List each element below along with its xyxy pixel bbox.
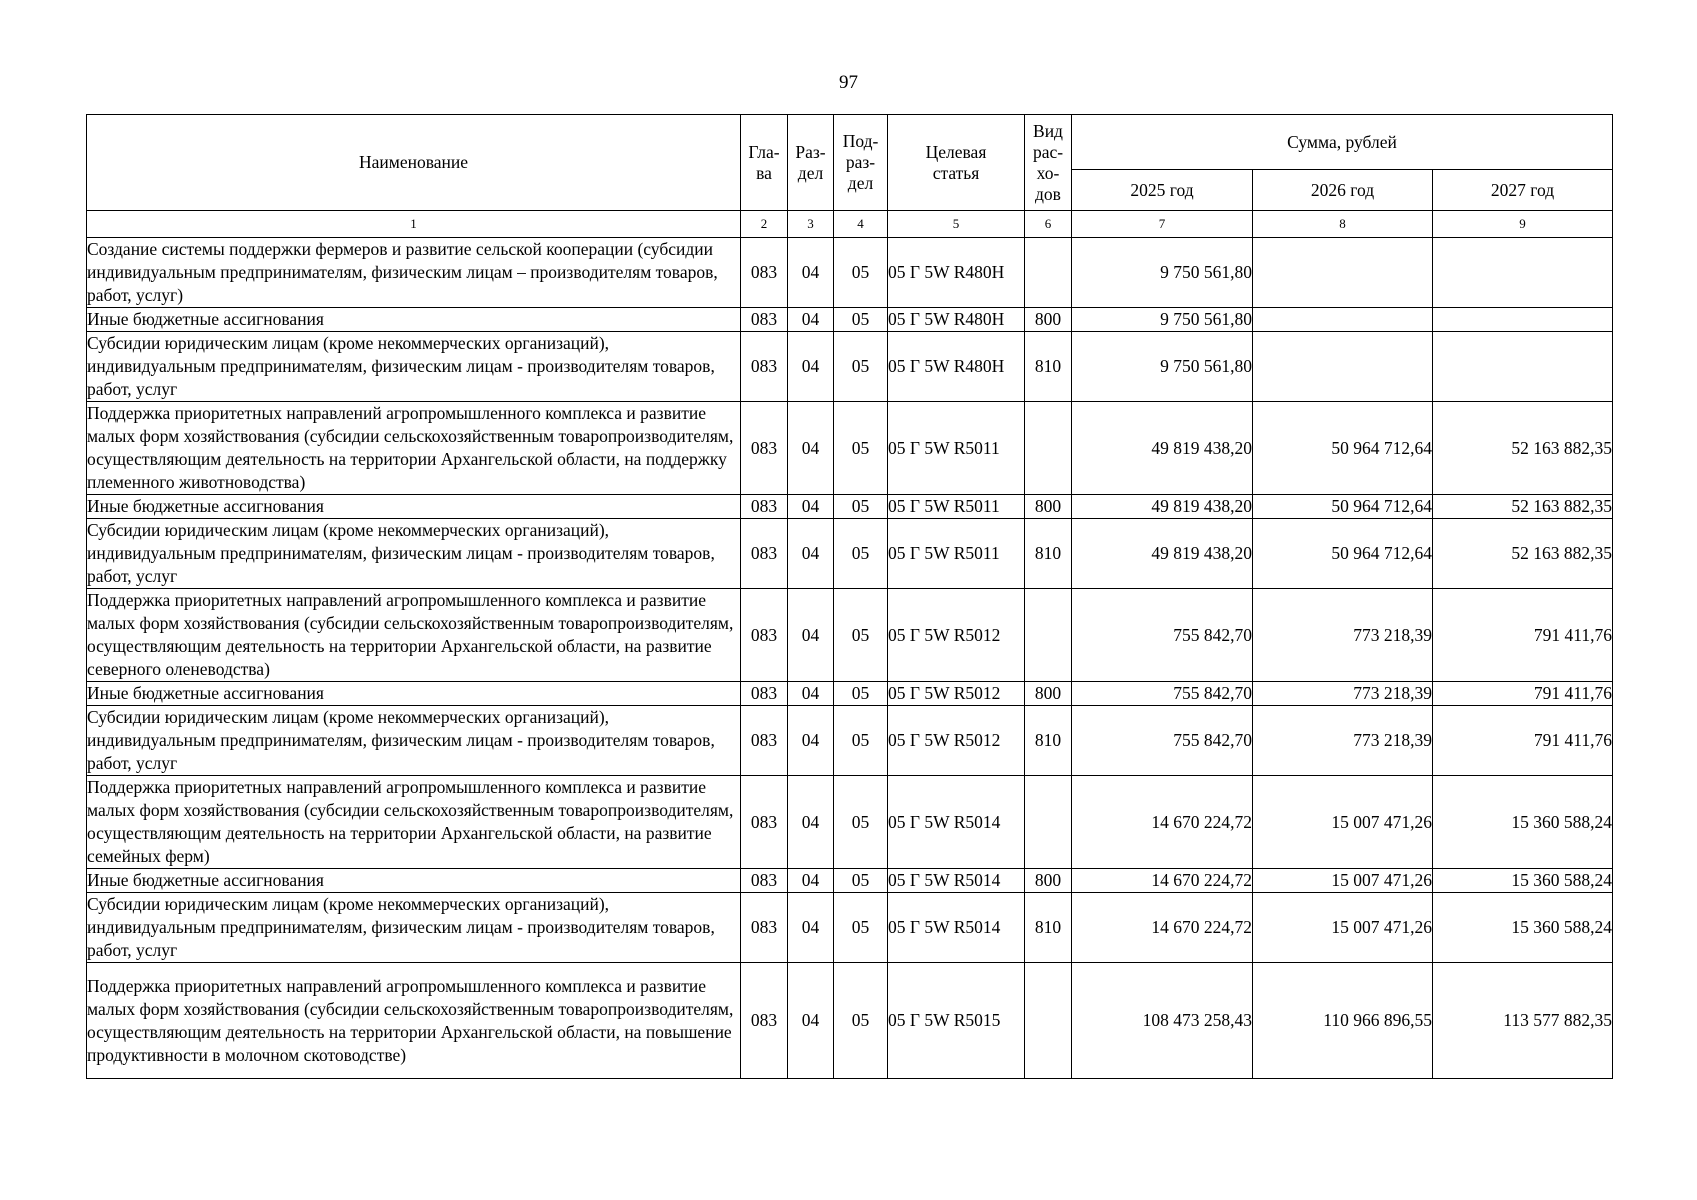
header-vid-rashodov: Вид рас- хо- дов <box>1025 115 1072 211</box>
column-number: 3 <box>788 211 834 238</box>
row-vid-rashodov: 810 <box>1025 332 1072 402</box>
header-razdel: Раз- дел <box>788 115 834 211</box>
row-amount-2025: 49 819 438,20 <box>1072 495 1253 519</box>
row-amount-2027: 15 360 588,24 <box>1433 893 1613 963</box>
row-amount-2027 <box>1433 332 1613 402</box>
row-glava: 083 <box>741 308 788 332</box>
row-glava: 083 <box>741 495 788 519</box>
row-glava: 083 <box>741 963 788 1079</box>
row-podrazdel: 05 <box>834 869 888 893</box>
row-razdel: 04 <box>788 682 834 706</box>
row-name: Иные бюджетные ассигнования <box>87 308 741 332</box>
row-podrazdel: 05 <box>834 776 888 869</box>
row-name: Субсидии юридическим лицам (кроме некоммерческих организаций), индивидуальным предпринимателям, физическим лицам - производителям товаров, работ, услуг <box>87 332 741 402</box>
row-celevaya-statya: 05 Г 5W R5011 <box>888 519 1025 589</box>
row-glava: 083 <box>741 519 788 589</box>
row-vid-rashodov: 800 <box>1025 495 1072 519</box>
row-razdel: 04 <box>788 776 834 869</box>
row-celevaya-statya: 05 Г 5W R5015 <box>888 963 1025 1079</box>
column-number: 7 <box>1072 211 1253 238</box>
row-vid-rashodov <box>1025 402 1072 495</box>
column-number: 6 <box>1025 211 1072 238</box>
row-amount-2026: 50 964 712,64 <box>1253 519 1433 589</box>
column-number: 8 <box>1253 211 1433 238</box>
row-amount-2026 <box>1253 332 1433 402</box>
column-number: 4 <box>834 211 888 238</box>
table-header <box>87 115 1613 238</box>
budget-table <box>86 114 1613 1079</box>
header-year-2027: 2027 год <box>1433 170 1613 211</box>
row-name: Иные бюджетные ассигнования <box>87 495 741 519</box>
column-number: 9 <box>1433 211 1613 238</box>
row-amount-2026: 50 964 712,64 <box>1253 495 1433 519</box>
row-amount-2027: 52 163 882,35 <box>1433 402 1613 495</box>
row-razdel: 04 <box>788 495 834 519</box>
row-name: Субсидии юридическим лицам (кроме некоммерческих организаций), индивидуальным предпринимателям, физическим лицам - производителям товаров, работ, услуг <box>87 706 741 776</box>
row-amount-2027: 791 411,76 <box>1433 706 1613 776</box>
header-year-2026: 2026 год <box>1253 170 1433 211</box>
row-celevaya-statya: 05 Г 5W R480H <box>888 308 1025 332</box>
row-amount-2026: 15 007 471,26 <box>1253 893 1433 963</box>
row-amount-2025: 14 670 224,72 <box>1072 776 1253 869</box>
row-amount-2025: 49 819 438,20 <box>1072 402 1253 495</box>
row-podrazdel: 05 <box>834 519 888 589</box>
row-amount-2026: 15 007 471,26 <box>1253 776 1433 869</box>
row-amount-2027: 52 163 882,35 <box>1433 495 1613 519</box>
table-row <box>87 519 1613 589</box>
row-vid-rashodov: 810 <box>1025 893 1072 963</box>
row-podrazdel: 05 <box>834 308 888 332</box>
row-name: Субсидии юридическим лицам (кроме некоммерческих организаций), индивидуальным предпринимателям, физическим лицам - производителям товаров, работ, услуг <box>87 893 741 963</box>
row-amount-2025: 755 842,70 <box>1072 589 1253 682</box>
row-name: Создание системы поддержки фермеров и развитие сельской кооперации (субсидии индивидуальным предпринимателям, физическим лицам – производителям товаров, работ, услуг) <box>87 238 741 308</box>
row-vid-rashodov <box>1025 963 1072 1079</box>
table-row <box>87 706 1613 776</box>
row-celevaya-statya: 05 Г 5W R5014 <box>888 893 1025 963</box>
table-row <box>87 776 1613 869</box>
row-amount-2025: 9 750 561,80 <box>1072 308 1253 332</box>
row-name: Субсидии юридическим лицам (кроме некоммерческих организаций), индивидуальным предпринимателям, физическим лицам - производителям товаров, работ, услуг <box>87 519 741 589</box>
row-amount-2027 <box>1433 308 1613 332</box>
row-celevaya-statya: 05 Г 5W R5011 <box>888 495 1025 519</box>
row-amount-2025: 14 670 224,72 <box>1072 893 1253 963</box>
row-amount-2027 <box>1433 238 1613 308</box>
table-row <box>87 893 1613 963</box>
row-podrazdel: 05 <box>834 238 888 308</box>
row-name: Иные бюджетные ассигнования <box>87 682 741 706</box>
row-amount-2025: 108 473 258,43 <box>1072 963 1253 1079</box>
row-celevaya-statya: 05 Г 5W R5012 <box>888 706 1025 776</box>
row-glava: 083 <box>741 893 788 963</box>
row-vid-rashodov <box>1025 589 1072 682</box>
header-year-2025: 2025 год <box>1072 170 1253 211</box>
row-amount-2026: 773 218,39 <box>1253 589 1433 682</box>
row-amount-2027: 52 163 882,35 <box>1433 519 1613 589</box>
row-celevaya-statya: 05 Г 5W R5011 <box>888 402 1025 495</box>
row-amount-2025: 755 842,70 <box>1072 706 1253 776</box>
row-amount-2027: 113 577 882,35 <box>1433 963 1613 1079</box>
row-razdel: 04 <box>788 893 834 963</box>
header-name: Наименование <box>87 115 741 211</box>
row-glava: 083 <box>741 402 788 495</box>
row-razdel: 04 <box>788 706 834 776</box>
row-razdel: 04 <box>788 589 834 682</box>
row-razdel: 04 <box>788 402 834 495</box>
row-vid-rashodov: 800 <box>1025 308 1072 332</box>
row-glava: 083 <box>741 682 788 706</box>
row-amount-2027: 791 411,76 <box>1433 589 1613 682</box>
table-row <box>87 402 1613 495</box>
row-celevaya-statya: 05 Г 5W R5014 <box>888 869 1025 893</box>
row-vid-rashodov: 800 <box>1025 682 1072 706</box>
row-glava: 083 <box>741 332 788 402</box>
table-row <box>87 963 1613 1079</box>
row-razdel: 04 <box>788 519 834 589</box>
row-razdel: 04 <box>788 308 834 332</box>
header-glava: Гла- ва <box>741 115 788 211</box>
row-amount-2026: 15 007 471,26 <box>1253 869 1433 893</box>
row-glava: 083 <box>741 706 788 776</box>
row-glava: 083 <box>741 776 788 869</box>
row-vid-rashodov: 810 <box>1025 519 1072 589</box>
header-podrazdel: Под- раз- дел <box>834 115 888 211</box>
row-podrazdel: 05 <box>834 706 888 776</box>
table-row <box>87 495 1613 519</box>
row-glava: 083 <box>741 869 788 893</box>
row-amount-2026: 110 966 896,55 <box>1253 963 1433 1079</box>
row-celevaya-statya: 05 Г 5W R480H <box>888 332 1025 402</box>
row-glava: 083 <box>741 238 788 308</box>
row-razdel: 04 <box>788 869 834 893</box>
header-summa: Сумма, рублей <box>1072 115 1613 170</box>
row-name: Поддержка приоритетных направлений агропромышленного комплекса и развитие малых форм хозяйствования (субсидии сельскохозяйственным товаропроизводителям, осуществляющим деятельность на территории Архангельской области, на повышение продуктивности в молочном скотоводстве) <box>87 963 741 1079</box>
table-row <box>87 308 1613 332</box>
row-amount-2025: 755 842,70 <box>1072 682 1253 706</box>
row-amount-2026: 50 964 712,64 <box>1253 402 1433 495</box>
row-podrazdel: 05 <box>834 332 888 402</box>
row-amount-2026 <box>1253 238 1433 308</box>
row-razdel: 04 <box>788 332 834 402</box>
row-podrazdel: 05 <box>834 893 888 963</box>
column-number-row <box>87 211 1613 238</box>
row-celevaya-statya: 05 Г 5W R5014 <box>888 776 1025 869</box>
row-celevaya-statya: 05 Г 5W R5012 <box>888 682 1025 706</box>
row-amount-2026: 773 218,39 <box>1253 682 1433 706</box>
row-amount-2027: 791 411,76 <box>1433 682 1613 706</box>
row-vid-rashodov: 810 <box>1025 706 1072 776</box>
row-vid-rashodov <box>1025 776 1072 869</box>
row-podrazdel: 05 <box>834 589 888 682</box>
row-glava: 083 <box>741 589 788 682</box>
row-amount-2027: 15 360 588,24 <box>1433 869 1613 893</box>
row-celevaya-statya: 05 Г 5W R480H <box>888 238 1025 308</box>
row-vid-rashodov <box>1025 238 1072 308</box>
table-row <box>87 869 1613 893</box>
column-number: 1 <box>87 211 741 238</box>
row-razdel: 04 <box>788 963 834 1079</box>
row-name: Поддержка приоритетных направлений агропромышленного комплекса и развитие малых форм хозяйствования (субсидии сельскохозяйственным товаропроизводителям, осуществляющим деятельность на территории Архангельской области, на развитие семейных ферм) <box>87 776 741 869</box>
header-celevaya-statya: Целевая статья <box>888 115 1025 211</box>
row-amount-2026: 773 218,39 <box>1253 706 1433 776</box>
table-row <box>87 238 1613 308</box>
row-name: Иные бюджетные ассигнования <box>87 869 741 893</box>
row-podrazdel: 05 <box>834 402 888 495</box>
row-name: Поддержка приоритетных направлений агропромышленного комплекса и развитие малых форм хозяйствования (субсидии сельскохозяйственным товаропроизводителям, осуществляющим деятельность на территории Архангельской области, на развитие северного оленеводства) <box>87 589 741 682</box>
row-amount-2025: 9 750 561,80 <box>1072 238 1253 308</box>
row-podrazdel: 05 <box>834 963 888 1079</box>
row-amount-2025: 9 750 561,80 <box>1072 332 1253 402</box>
row-celevaya-statya: 05 Г 5W R5012 <box>888 589 1025 682</box>
table-row <box>87 682 1613 706</box>
row-amount-2025: 14 670 224,72 <box>1072 869 1253 893</box>
row-vid-rashodov: 800 <box>1025 869 1072 893</box>
table-row <box>87 589 1613 682</box>
row-amount-2027: 15 360 588,24 <box>1433 776 1613 869</box>
table-row <box>87 332 1613 402</box>
column-number: 2 <box>741 211 788 238</box>
row-amount-2025: 49 819 438,20 <box>1072 519 1253 589</box>
row-amount-2026 <box>1253 308 1433 332</box>
row-name: Поддержка приоритетных направлений агропромышленного комплекса и развитие малых форм хозяйствования (субсидии сельскохозяйственным товаропроизводителям, осуществляющим деятельность на территории Архангельской области, на поддержку племенного животноводства) <box>87 402 741 495</box>
page-number: 97 <box>839 72 858 93</box>
row-podrazdel: 05 <box>834 495 888 519</box>
column-number: 5 <box>888 211 1025 238</box>
row-podrazdel: 05 <box>834 682 888 706</box>
row-razdel: 04 <box>788 238 834 308</box>
